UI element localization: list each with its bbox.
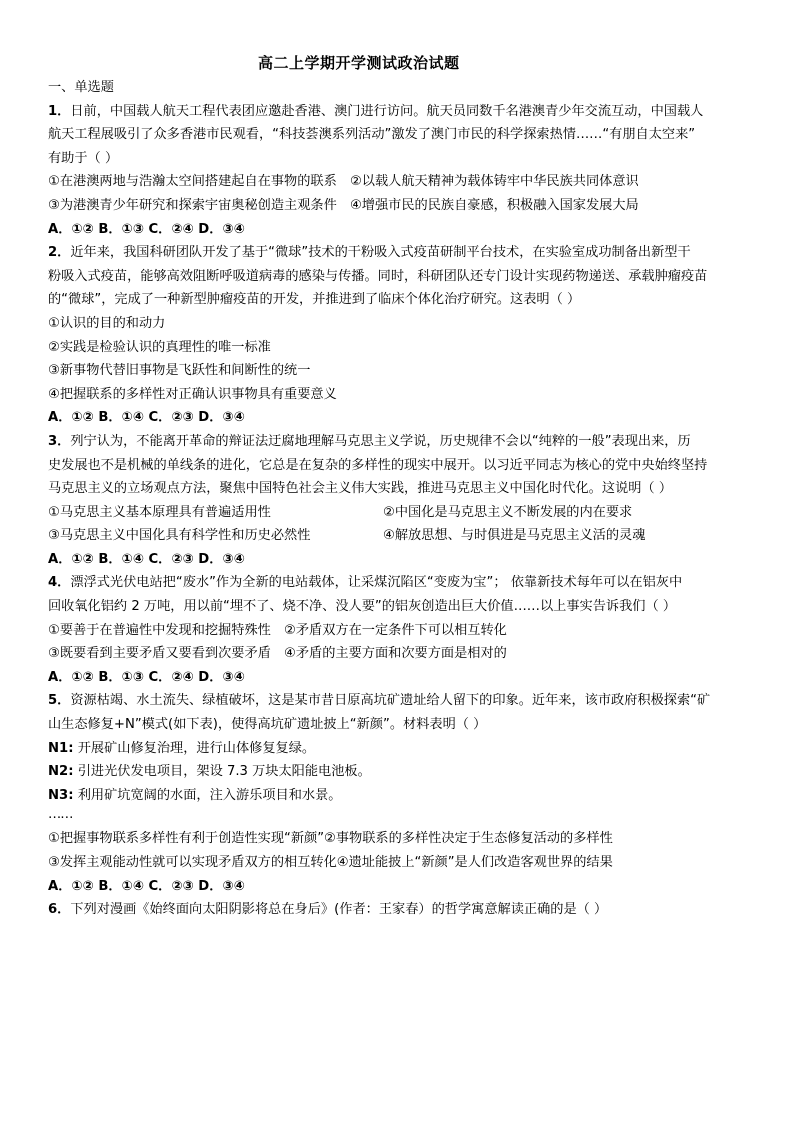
question-number: 4． bbox=[48, 575, 71, 591]
answer-choices: A．①② B．①③ C．②④ D．③④ bbox=[48, 669, 245, 685]
option-line: ②中国化是马克思主义不断发展的内在要求 bbox=[383, 504, 633, 520]
question-number: 1． bbox=[48, 103, 71, 119]
question-number: 3． bbox=[48, 433, 71, 449]
option-line: ③发挥主观能动性就可以实现矛盾双方的相互转化④遗址能披上“新颜”是人们改造客观世界的结果 bbox=[48, 855, 613, 870]
question-text: 回收氧化铝约 2 万吨，用以前“埋不了、烧不净、没人要”的铝灰创造出巨大价值……以上事实告诉我们（ ） bbox=[48, 599, 677, 615]
question-text: 有助于（ ） bbox=[48, 150, 119, 166]
table-row bbox=[48, 784, 758, 808]
question-text: 航天工程展吸引了众多香港市民观看，“科技荟澳系列活动”激发了澳门市民的科学探索热情……“有朋自太空来” bbox=[48, 127, 696, 143]
table-row bbox=[48, 760, 758, 784]
question-6 bbox=[48, 898, 758, 922]
question-number: 5． bbox=[48, 693, 71, 709]
question-text: 资源枯竭、水土流失、绿植破坏，这是某市昔日原高坑矿遗址给人留下的印象。近年来，该市政府积极探索“矿 bbox=[70, 693, 711, 709]
option-line: ④把握联系的多样性对正确认识事物具有重要意义 bbox=[48, 386, 337, 402]
question-2 bbox=[48, 241, 758, 430]
option-line: ②实践是检验认识的真理性的唯一标准 bbox=[48, 339, 271, 355]
row-label: N3: bbox=[48, 787, 74, 803]
section-heading: 一、单选题 bbox=[48, 80, 114, 95]
row-label: N2: bbox=[48, 764, 74, 780]
option-line: ①要善于在普遍性中发现和挖掘特殊性 ②矛盾双方在一定条件下可以相互转化 bbox=[48, 622, 507, 638]
question-4 bbox=[48, 571, 758, 689]
row-text: 利用矿坑宽阔的水面，注入游乐项目和水景。 bbox=[73, 787, 342, 803]
ellipsis: …… bbox=[48, 807, 73, 823]
row-text: 引进光伏发电项目，架设 7.3 万块太阳能电池板。 bbox=[73, 764, 371, 780]
option-line: ④解放思想、与时俱进是马克思主义活的灵魂 bbox=[383, 528, 646, 544]
question-text: 史发展也不是机械的单线条的进化，它总是在复杂的多样性的现实中展开。以习近平同志为核心的党中央始终坚持 bbox=[48, 457, 708, 473]
question-number: 2． bbox=[48, 245, 71, 261]
option-line: ③为港澳青少年研究和探索宇宙奥秘创造主观条件 ④增强市民的民族自豪感，积极融入国家发展大局 bbox=[48, 197, 639, 213]
question-3 bbox=[48, 430, 758, 572]
question-list bbox=[48, 76, 758, 922]
option-line: ③既要看到主要矛盾又要看到次要矛盾 ④矛盾的主要方面和次要方面是相对的 bbox=[48, 646, 507, 662]
answer-choices: A．①② B．①③ C．②④ D．③④ bbox=[48, 221, 245, 237]
row-text: 开展矿山修复治理，进行山体修复复绿。 bbox=[73, 740, 316, 756]
page-title: 高二上学期开学测试政治试题 bbox=[258, 54, 460, 72]
answer-choices: A．①② B．①④ C．②③ D．③④ bbox=[48, 551, 245, 567]
question-text: 漂浮式光伏电站把“废水”作为全新的电站载体，让采煤沉陷区“变废为宝”； 依靠新技术每年可以在铝灰中 bbox=[70, 575, 683, 591]
table-row bbox=[48, 737, 758, 761]
option-line: ①认识的目的和动力 bbox=[48, 315, 166, 331]
question-text: 马克思主义的立场观点方法，聚焦中国特色社会主义伟大实践，推进马克思主义中国化时代化。这说明（ ） bbox=[48, 481, 673, 497]
option-line: ①马克思主义基本原理具有普遍适用性 bbox=[48, 504, 271, 520]
option-line: ③马克思主义中国化具有科学性和历史必然性 bbox=[48, 528, 311, 544]
question-text: 山生态修复+N”模式(如下表)，使得高坑矿遗址披上“新颜”。材料表明（ ） bbox=[48, 717, 487, 733]
question-text: 下列对漫画《始终面向太阳阴影将总在身后》(作者：王家春）的哲学寓意解读正确的是（ ） bbox=[70, 902, 608, 918]
question-number: 6． bbox=[48, 902, 71, 918]
answer-choices: A．①② B．①④ C．②③ D．③④ bbox=[48, 878, 245, 894]
row-label: N1: bbox=[48, 740, 74, 756]
option-row bbox=[48, 524, 758, 548]
question-1 bbox=[48, 100, 758, 242]
question-text: 列宁认为，不能离开革命的辩证法迂腐地理解马克思主义学说，历史规律不会以“纯粹的一般”表现出来，历 bbox=[70, 433, 691, 449]
option-row bbox=[48, 501, 758, 525]
option-line: ①把握事物联系多样性有利于创造性实现“新颜”②事物联系的多样性决定于生态修复活动的多样性 bbox=[48, 831, 613, 847]
option-line: ③新事物代替旧事物是飞跃性和间断性的统一 bbox=[48, 363, 311, 379]
question-text: 近年来，我国科研团队开发了基于“微球”技术的干粉吸入式疫苗研制平台技术，在实验室成功制备出新型干 bbox=[70, 245, 691, 261]
option-line: ①在港澳两地与浩瀚太空间搭建起自在事物的联系 ②以载人航天精神为载体铸牢中华民族共同体意识 bbox=[48, 174, 639, 190]
question-text: 粉吸入式疫苗，能够高效阻断呼吸道病毒的感染与传播。同时，科研团队还专门设计实现药物递送、承载肿瘤疫苗 bbox=[48, 268, 708, 284]
question-text: 的“微球”，完成了一种新型肿瘤疫苗的开发，并推进到了临床个体化治疗研究。这表明（ ） bbox=[48, 292, 581, 308]
question-5 bbox=[48, 689, 758, 898]
question-text: 日前，中国载人航天工程代表团应邀赴香港、澳门进行访问。航天员同数千名港澳青少年交流互动，中国载人 bbox=[70, 103, 704, 119]
answer-choices: A．①② B．①④ C．②③ D．③④ bbox=[48, 410, 245, 426]
